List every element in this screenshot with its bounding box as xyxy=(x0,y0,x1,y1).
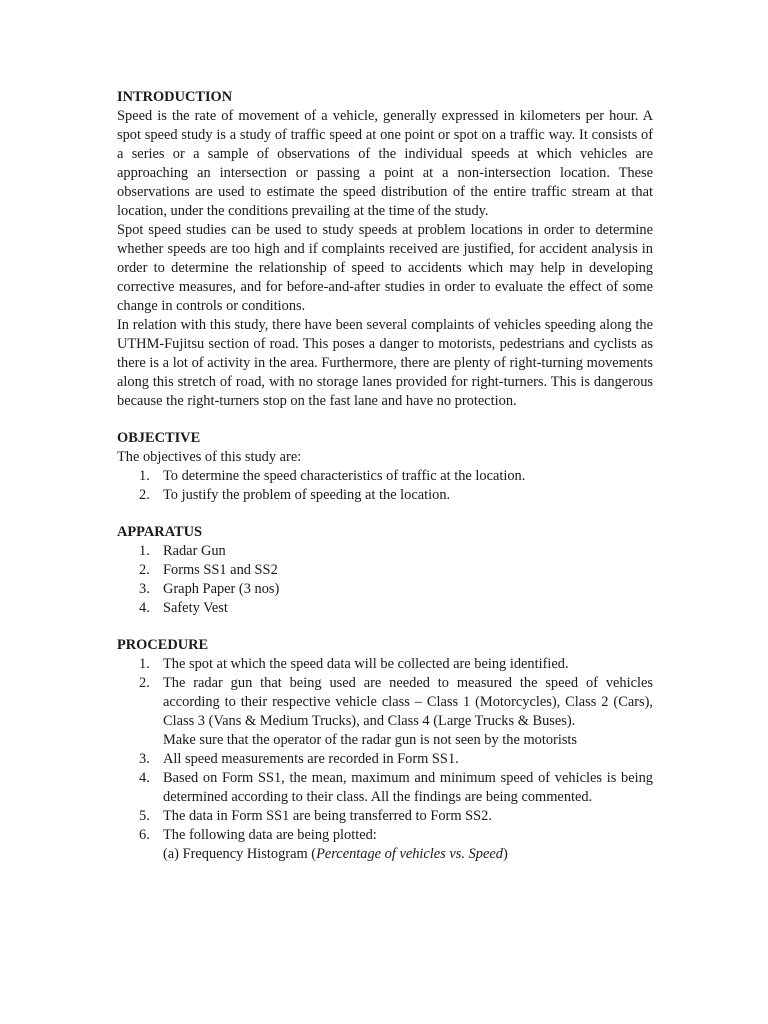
list-item: 2. The radar gun that being used are needed to measured the speed of vehicles according to their respective vehicle class – Class 1 (Motorcycles), Class 2 (Cars), Class 3 (Vans & Medium Trucks), and Class 4 (Large Trucks & Buses). Make sure that the operator of the radar gun is not seen by the motorists xyxy=(139,675,653,748)
introduction-section xyxy=(117,88,653,411)
list-item: 5. The data in Form SS1 are being transferred to Form SS2. xyxy=(139,808,492,824)
procedure-heading: PROCEDURE xyxy=(117,637,209,653)
objective-section xyxy=(117,429,653,505)
objective-intro: The objectives of this study are: xyxy=(117,449,302,465)
introduction-heading: INTRODUCTION xyxy=(117,89,233,105)
list-item: 4. Based on Form SS1, the mean, maximum and minimum speed of vehicles is being determined according to their class. All the findings are being commented. xyxy=(139,770,653,805)
objective-heading: OBJECTIVE xyxy=(117,430,201,446)
apparatus-list xyxy=(117,542,653,618)
introduction-paragraph-3: In relation with this study, there have been several complaints of vehicles speeding along the UTHM-Fujitsu section of road. This poses a danger to motorists, pedestrians and cyclists as there is a lot of activity in the area. Furthermore, there are plenty of right-turning movements along this stretch of road, with no storage lanes provided for right-turners. This is dangerous because the right-turners stop on the fast lane and have no protection. xyxy=(117,317,653,409)
objective-list xyxy=(117,467,653,505)
list-item: 2. Forms SS1 and SS2 xyxy=(139,562,278,578)
document-page xyxy=(117,88,653,864)
procedure-list xyxy=(117,655,653,864)
introduction-paragraph-2: Spot speed studies can be used to study speeds at problem locations in order to determine whether speeds are too high and if complaints received are justified, for accident analysis in order to determine the relationship of speed to accidents which may help in developing corrective measures, and for before-and-after studies in order to evaluate the effect of some change in controls or conditions. xyxy=(117,222,653,314)
introduction-paragraph-1: Speed is the rate of movement of a vehicle, generally expressed in kilometers per hour. A spot speed study is a study of traffic speed at one point or spot on a traffic way. It consists of a series or a sample of observations of the individual speeds at which vehicles are approaching an intersection or passing a point at a non-intersection location. These observations are used to estimate the speed distribution of the entire traffic stream at that location, under the conditions prevailing at the time of the study. xyxy=(117,108,653,219)
list-item: 3. Graph Paper (3 nos) xyxy=(139,581,280,597)
list-item: 4. Safety Vest xyxy=(139,600,228,616)
procedure-section xyxy=(117,636,653,864)
apparatus-heading: APPARATUS xyxy=(117,524,203,540)
list-item: 1. To determine the speed characteristics of traffic at the location. xyxy=(139,468,526,484)
list-item: 6. The following data are being plotted: (a) Frequency Histogram (Percentage of vehicles vs. Speed) xyxy=(117,826,653,864)
list-item: 1. Radar Gun xyxy=(139,543,226,559)
procedure-subitem: (a) Frequency Histogram (Percentage of vehicles vs. Speed) xyxy=(163,846,508,862)
procedure-note: Make sure that the operator of the radar gun is not seen by the motorists xyxy=(163,732,578,748)
apparatus-section xyxy=(117,523,653,618)
list-item: 1. The spot at which the speed data will be collected are being identified. xyxy=(139,656,569,672)
list-item: 3. All speed measurements are recorded in Form SS1. xyxy=(139,751,459,767)
list-item: 2. To justify the problem of speeding at the location. xyxy=(139,487,451,503)
